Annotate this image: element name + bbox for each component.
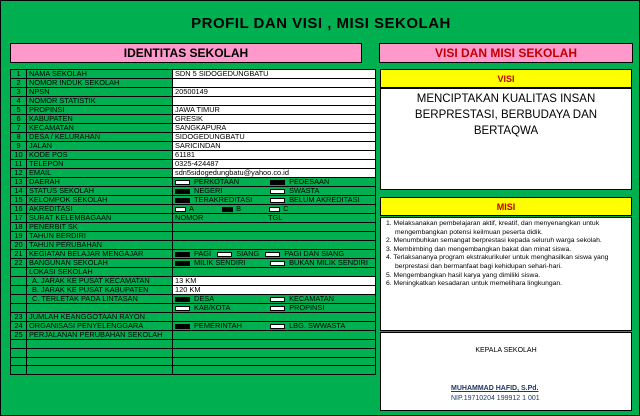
row-label: B. JARAK KE PUSAT KABUPATEN [27,286,173,295]
row-number: 14 [11,187,27,196]
table-row [11,322,376,331]
table-row [11,313,376,322]
checkbox-checked[interactable] [175,198,190,203]
misi-item: 3. Membimbing dan mengembangkan bakat dan minat siswa. [386,245,572,253]
misi-item: 1. Melaksanakan pembelajaran aktif, kreatif, dan menyenangkan untuk mengembangkan potensi keilmuan peserta didik. [386,220,600,236]
table-row [11,232,376,241]
table-row [11,214,376,223]
vision-mission-header: VISI DAN MISI SEKOLAH [379,43,633,63]
option-milik-sendiri[interactable]: MILIK SENDIRI [175,259,268,267]
row-value[interactable]: JAWA TIMUR [173,106,376,115]
table-row [11,178,376,187]
option-pemerintah[interactable]: PEMERINTAH [175,322,268,330]
misi-item: 4. Terlaksananya program ekstrakurikuler untuk menghasilkan siswa yang berprestasi dan bermanfaat bagi kehidupan sehari-hari. [386,254,609,270]
row-number: 18 [11,223,27,232]
row-value[interactable]: 120 KM [173,286,376,295]
checkbox-checked[interactable] [175,252,190,257]
row-number: 15 [11,196,27,205]
checkbox[interactable] [217,252,232,257]
row-label: SURAT KELEMBAGAAN [27,214,173,223]
page-title: PROFIL DAN VISI , MISI SEKOLAH [6,5,636,41]
table-row [11,304,376,313]
option-kab-kota[interactable]: KAB/KOTA [175,304,268,312]
row-label: JUMLAH KEANGGOTAAN RAYON [27,313,173,322]
surat-nomor: NOMOR [175,213,204,222]
row-number: 22 [11,259,27,268]
row-label: JALAN [27,142,173,151]
row-label: PERJALANAN PERUBAHAN SEKOLAH [27,331,173,340]
table-row [11,79,376,88]
row-number: 10 [11,151,27,160]
row-label: A. JARAK KE PUSAT KECAMATAN [27,277,173,286]
option-desa[interactable]: DESA [175,295,268,303]
row-value[interactable]: SARICINDAN [173,142,376,151]
row-label: EMAIL [27,169,173,178]
table-row [11,196,376,205]
table-row [11,295,376,304]
table-row [11,169,376,178]
table-row [11,259,376,268]
checkbox[interactable] [269,207,280,212]
checkbox[interactable] [175,207,186,212]
table-row [11,250,376,259]
row-label: NAMA SEKOLAH [27,70,173,79]
row-number: 9 [11,142,27,151]
table-row [11,151,376,160]
table-row [11,340,376,349]
bangunan-options [173,259,376,268]
row-label: BANGUNAN SEKOLAH [27,259,173,268]
option-bukan-milik-sendiri[interactable]: BUKAN MILIK SENDIRI [270,259,368,267]
row-label: PROPINSI [27,106,173,115]
row-number: 16 [11,205,27,214]
option-terakreditasi[interactable]: TERAKREDITASI [175,196,268,204]
status-options [173,187,376,196]
row-value[interactable]: 20500149 [173,88,376,97]
row-label: DESA / KELURAHAN [27,133,173,142]
misi-item: 2. Menumbuhkan semangat berprestasi kepada seluruh warga sekolah. [386,237,602,245]
signature-position: KEPALA SEKOLAH [475,347,537,354]
checkbox[interactable] [265,252,280,257]
table-row [11,97,376,106]
row-value [173,241,376,250]
row-value[interactable]: sdn5sidogedungbatu@yahoo.co.id [173,169,376,178]
identity-table [10,69,376,375]
row-label: NOMOR STATISTIK [27,97,173,106]
row-number: 3 [11,88,27,97]
table-row [11,357,376,366]
option-propinsi[interactable]: PROPINSI [270,304,324,312]
table-row [11,187,376,196]
checkbox[interactable] [175,306,190,311]
checkbox[interactable] [270,189,285,194]
checkbox[interactable] [175,180,190,185]
row-label: KELOMPOK SEKOLAH [27,196,173,205]
row-label: NOMOR INDUK SEKOLAH [27,79,173,88]
option-pagi[interactable]: PAGI [175,250,211,258]
table-row [11,124,376,133]
row-label: PENERBIT SK [27,223,173,232]
row-label: TELEPON [27,160,173,169]
row-value[interactable]: 61181 [173,151,376,160]
visi-text: MENCIPTAKAN KUALITAS INSAN BERPRESTASI, BERBUDAYA DAN BERTAQWA [414,93,598,137]
option-perkotaan[interactable]: PERKOTAAN [175,178,268,186]
table-row [11,223,376,232]
option-kecamatan[interactable]: KECAMATAN [270,295,334,303]
row-number: 23 [11,313,27,322]
row-label: DAERAH [27,178,173,187]
kbm-options [173,250,376,259]
row-number: 7 [11,124,27,133]
row-value[interactable] [173,97,376,106]
row-value [173,223,376,232]
misi-panel [380,217,632,331]
table-row [11,277,376,286]
row-number: 13 [11,178,27,187]
row-label: AKREDITASI [27,205,173,214]
kelompok-options [173,196,376,205]
identity-header: IDENTITAS SEKOLAH [10,43,362,63]
table-row [11,241,376,250]
row-label: ORGANISASI PENYELENGGARA [27,322,173,331]
checkbox[interactable] [270,261,285,266]
option-lbg-swasta[interactable]: LBG. SWWASTA [270,322,345,330]
checkbox[interactable] [270,324,285,329]
row-label: LOKASI SEKOLAH [27,268,173,277]
lintasan-options-2 [173,304,376,313]
row-number: 6 [11,115,27,124]
table-row [11,286,376,295]
row-label: TAHUN BERDIRI [27,232,173,241]
option-pedesaan[interactable]: PEDESAAN [270,178,363,186]
row-number: 19 [11,232,27,241]
checkbox-checked[interactable] [175,189,190,194]
table-row [11,70,376,79]
row-number: 12 [11,169,27,178]
checkbox-checked[interactable] [222,207,233,212]
surat-tgl: TGL [268,213,283,222]
signature-nip: NIP.19710204 199912 1 001 [451,395,540,402]
row-number: 2 [11,79,27,88]
row-number: 4 [11,97,27,106]
surat-values [173,214,376,223]
akreditasi-options [173,205,376,214]
checkbox-checked[interactable] [270,180,285,185]
row-label: KEGIATAN BELAJAR MENGAJAR [27,250,173,259]
visi-panel [380,88,632,190]
table-row [11,348,376,357]
visi-heading: VISI [380,69,632,88]
row-number: 8 [11,133,27,142]
misi-list [385,220,627,289]
option-a[interactable]: A [175,205,220,213]
table-row [11,133,376,142]
checkbox[interactable] [270,306,285,311]
option-siang[interactable]: SIANG [217,250,259,258]
row-label: NPSN [27,88,173,97]
row-label: C. TERLETAK PADA LINTASAN [27,295,173,304]
row-number: 24 [11,322,27,331]
row-number: 1 [11,70,27,79]
row-label: STATUS SEKOLAH [27,187,173,196]
table-row [11,268,376,277]
row-value[interactable]: SDN 5 SIDOGEDUNGBATU [173,70,376,79]
row-value[interactable]: 13 KM [173,277,376,286]
option-swasta[interactable]: SWASTA [270,187,363,195]
row-label: KECAMATAN [27,124,173,133]
row-number: 11 [11,160,27,169]
option-belum-akreditasi[interactable]: BELUM AKREDITASI [270,196,363,204]
table-row [11,106,376,115]
signature-panel [380,332,632,411]
checkbox-checked[interactable] [175,297,190,302]
row-label: KODE POS [27,151,173,160]
row-number: 21 [11,250,27,259]
row-number: 17 [11,214,27,223]
organisasi-options [173,322,376,331]
row-value[interactable]: SIDOGEDUNGBATU [173,133,376,142]
checkbox-checked[interactable] [175,261,190,266]
row-number: 20 [11,241,27,250]
row-value[interactable]: 0325-424487 [173,160,376,169]
table-row [11,142,376,151]
option-c[interactable]: C [269,205,314,213]
table-row [11,366,376,375]
row-value[interactable]: GRESIK [173,115,376,124]
table-row [11,205,376,214]
option-pagi-dan-siang[interactable]: PAGI DAN SIANG [265,250,344,258]
misi-heading: MISI [380,197,632,216]
row-label: TAHUN PERUBAHAN [27,241,173,250]
checkbox[interactable] [270,297,285,302]
table-row [11,88,376,97]
lintasan-options [173,295,376,304]
table-row [11,115,376,124]
row-value[interactable]: SANGKAPURA [173,124,376,133]
misi-item: 5. Mengembangkan hasil karya yang dimiliki siswa. [386,271,541,279]
row-number: 25 [11,331,27,340]
option-b[interactable]: B [222,205,267,213]
option-negeri[interactable]: NEGERI [175,187,268,195]
signature-name: MUHAMMAD HAFID, S.Pd. [451,385,539,392]
row-value[interactable] [173,79,376,88]
row-label: KABUPATEN [27,115,173,124]
checkbox[interactable] [270,198,285,203]
table-row [11,331,376,340]
row-number: 5 [11,106,27,115]
table-row [11,160,376,169]
daerah-options [173,178,376,187]
misi-item: 6. Meningkatkan kesadaran untuk memelihara lingkungan. [386,280,563,288]
row-value [173,232,376,241]
checkbox-checked[interactable] [175,324,190,329]
